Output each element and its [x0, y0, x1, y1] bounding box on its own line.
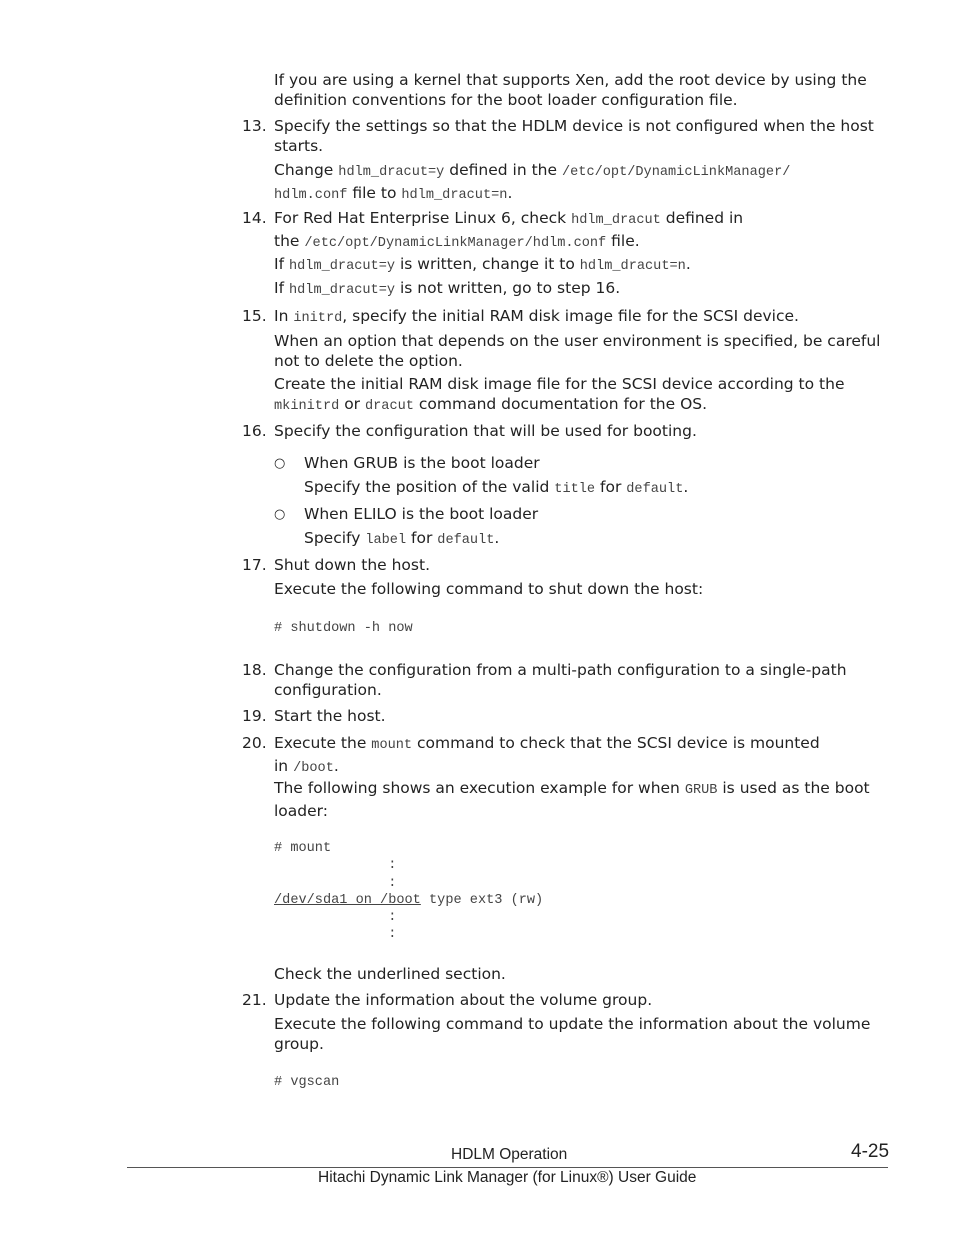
code-line: :	[274, 910, 397, 926]
step-20-title: Execute the mount command to check that the SCSI device is mounted in /boot.	[274, 734, 820, 776]
step-15-note: When an option that depends on the user environment is specified, be careful not to delete the option.	[274, 332, 881, 370]
underlined-mount-line: /dev/sda1 on /boot	[274, 892, 421, 908]
code-line: :	[274, 858, 397, 874]
code-line: :	[274, 875, 397, 891]
step-16-elilo-title: When ELILO is the boot loader	[304, 505, 539, 523]
step-17-number: 17.	[242, 556, 267, 574]
bullet-circle-icon: ○	[274, 456, 286, 471]
step-17-title: Shut down the host.	[274, 556, 430, 574]
code-line: # mount	[274, 841, 332, 856]
step-21-body: Execute the following command to update the information about the volume group.	[274, 1015, 871, 1053]
footer-section-title: HDLM Operation	[451, 1146, 568, 1163]
step-13-title: Specify the settings so that the HDLM device is not configured when the host starts.	[274, 117, 874, 155]
step-20-number: 20.	[242, 734, 267, 752]
step-15-create: Create the initial RAM disk image file for the SCSI device according to the mkinitrd or dracut command documentation for the OS.	[274, 375, 845, 414]
shutdown-code-block: # shutdown -h now	[274, 621, 413, 636]
step-16-elilo-body: Specify label for default.	[304, 529, 500, 548]
step-14-title: For Red Hat Enterprise Linux 6, check hdlm_dracut defined in the /etc/opt/DynamicLinkManager/hdlm.conf file.	[274, 209, 744, 251]
step-17-body: Execute the following command to shut down the host:	[274, 580, 704, 598]
step-16-title: Specify the configuration that will be used for booting.	[274, 422, 697, 440]
step-21-number: 21.	[242, 991, 267, 1009]
step-20-example-intro: The following shows an execution example for when GRUB is used as the boot loader:	[274, 779, 870, 820]
step-20-check-note: Check the underlined section.	[274, 965, 506, 983]
bullet-circle-icon: ○	[274, 507, 286, 522]
intro-paragraph: If you are using a kernel that supports Xen, add the root device by using the definition conventions for the boot loader configuration file.	[274, 71, 867, 109]
step-14-if-written: If hdlm_dracut=y is written, change it to hdlm_dracut=n.	[274, 255, 691, 274]
step-16-number: 16.	[242, 422, 267, 440]
code-line: :	[274, 927, 397, 943]
footer-divider	[127, 1167, 888, 1168]
step-15-number: 15.	[242, 307, 267, 325]
step-19-number: 19.	[242, 707, 267, 725]
vgscan-code-block: # vgscan	[274, 1075, 340, 1090]
step-13-number: 13.	[242, 117, 267, 135]
step-18-number: 18.	[242, 661, 267, 679]
step-15-title: In initrd, specify the initial RAM disk image file for the SCSI device.	[274, 307, 799, 326]
step-16-grub-body: Specify the position of the valid title for default.	[304, 478, 689, 497]
code-line: type ext3 (rw)	[420, 892, 544, 908]
step-14-if-not-written: If hdlm_dracut=y is not written, go to step 16.	[274, 279, 621, 298]
step-19-title: Start the host.	[274, 707, 386, 725]
step-14-number: 14.	[242, 209, 267, 227]
footer-page-number: 4-25	[851, 1141, 890, 1162]
step-21-title: Update the information about the volume group.	[274, 991, 653, 1009]
footer-guide-title: Hitachi Dynamic Link Manager (for Linux®) User Guide	[318, 1169, 697, 1186]
mount-code-block	[274, 840, 543, 944]
step-16-grub-title: When GRUB is the boot loader	[304, 454, 540, 472]
step-18-title: Change the configuration from a multi-path configuration to a single-path configuration.	[274, 661, 847, 699]
step-13-body: Change hdlm_dracut=y defined in the /etc/opt/DynamicLinkManager/ hdlm.conf file to hdlm_dracut=n.	[274, 161, 791, 203]
